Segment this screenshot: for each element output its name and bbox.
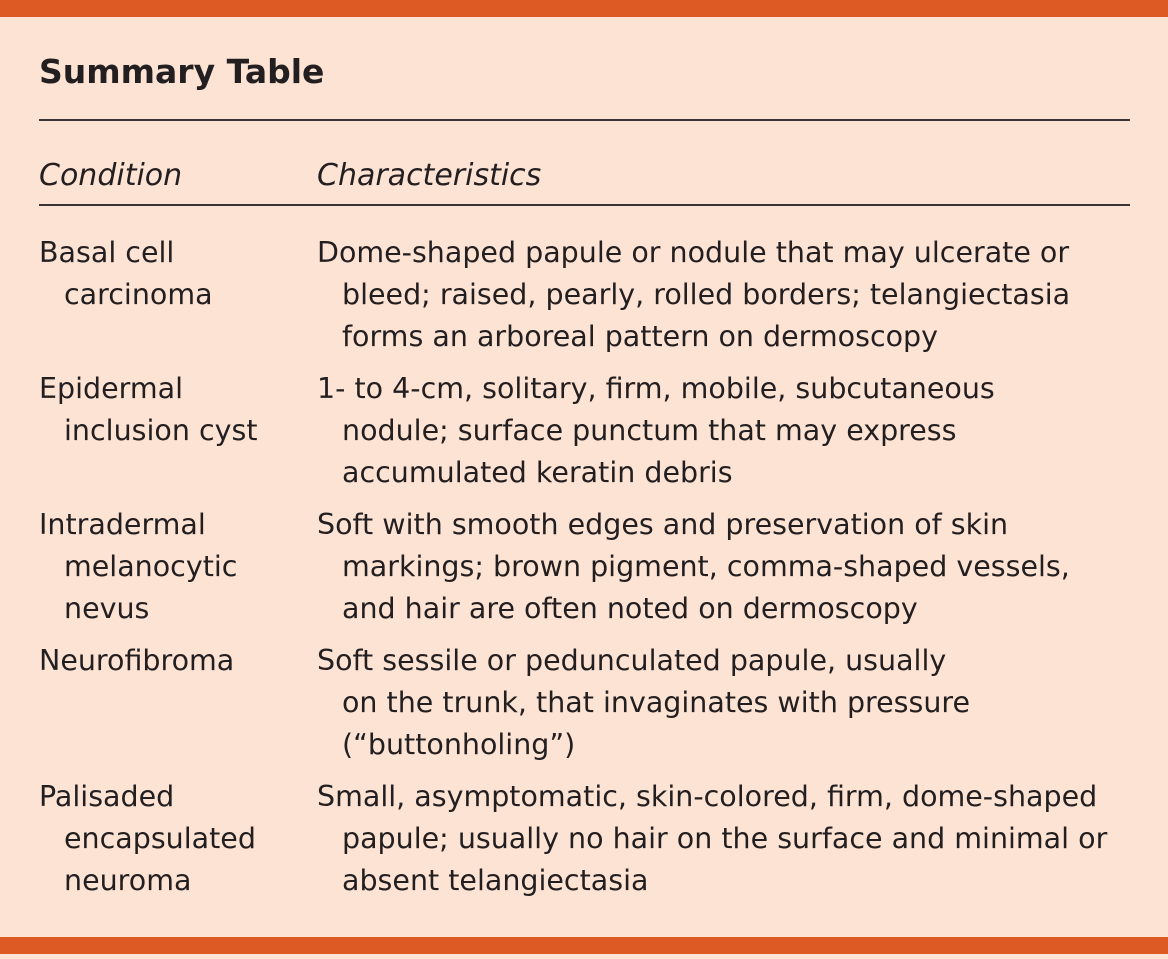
characteristics-cell: Dome-shaped papule or nodule that may ulcerate or bleed; raised, pearly, rolled borders; telangiectasia forms an arboreal pattern on dermoscopy: [317, 236, 1071, 353]
table-row: [39, 368, 1139, 494]
title-divider: [39, 119, 1130, 121]
header-divider: [39, 204, 1130, 206]
characteristics-cell: Soft sessile or pedunculated papule, usually on the trunk, that invaginates with pressure (“buttonholing”): [317, 644, 971, 761]
table-title: Summary Table: [39, 52, 325, 91]
table-row: [39, 640, 1139, 766]
column-header-characteristics: Characteristics: [317, 158, 542, 193]
condition-cell: Palisaded encapsulated neuroma: [39, 780, 256, 897]
characteristics-cell: Small, asymptomatic, skin-colored, firm, dome-shaped papule; usually no hair on the surface and minimal or absent telangiectasia: [317, 780, 1108, 897]
column-header-condition: Condition: [39, 158, 183, 193]
condition-cell: Intradermal melanocytic nevus: [39, 508, 238, 625]
condition-cell: Basal cell carcinoma: [39, 236, 213, 311]
table-row: [39, 504, 1139, 630]
table-row: [39, 232, 1139, 358]
characteristics-cell: 1- to 4-cm, solitary, firm, mobile, subcutaneous nodule; surface punctum that may express accumulated keratin debris: [317, 372, 995, 489]
table-body: [39, 232, 1139, 912]
characteristics-cell: Soft with smooth edges and preservation of skin markings; brown pigment, comma-shaped vessels, and hair are often noted on dermoscopy: [317, 508, 1070, 625]
table-row: [39, 776, 1139, 902]
bottom-accent-bar: [0, 937, 1168, 954]
top-accent-bar: [0, 0, 1168, 17]
condition-cell: Neurofibroma: [39, 644, 235, 677]
condition-cell: Epidermal inclusion cyst: [39, 372, 258, 447]
